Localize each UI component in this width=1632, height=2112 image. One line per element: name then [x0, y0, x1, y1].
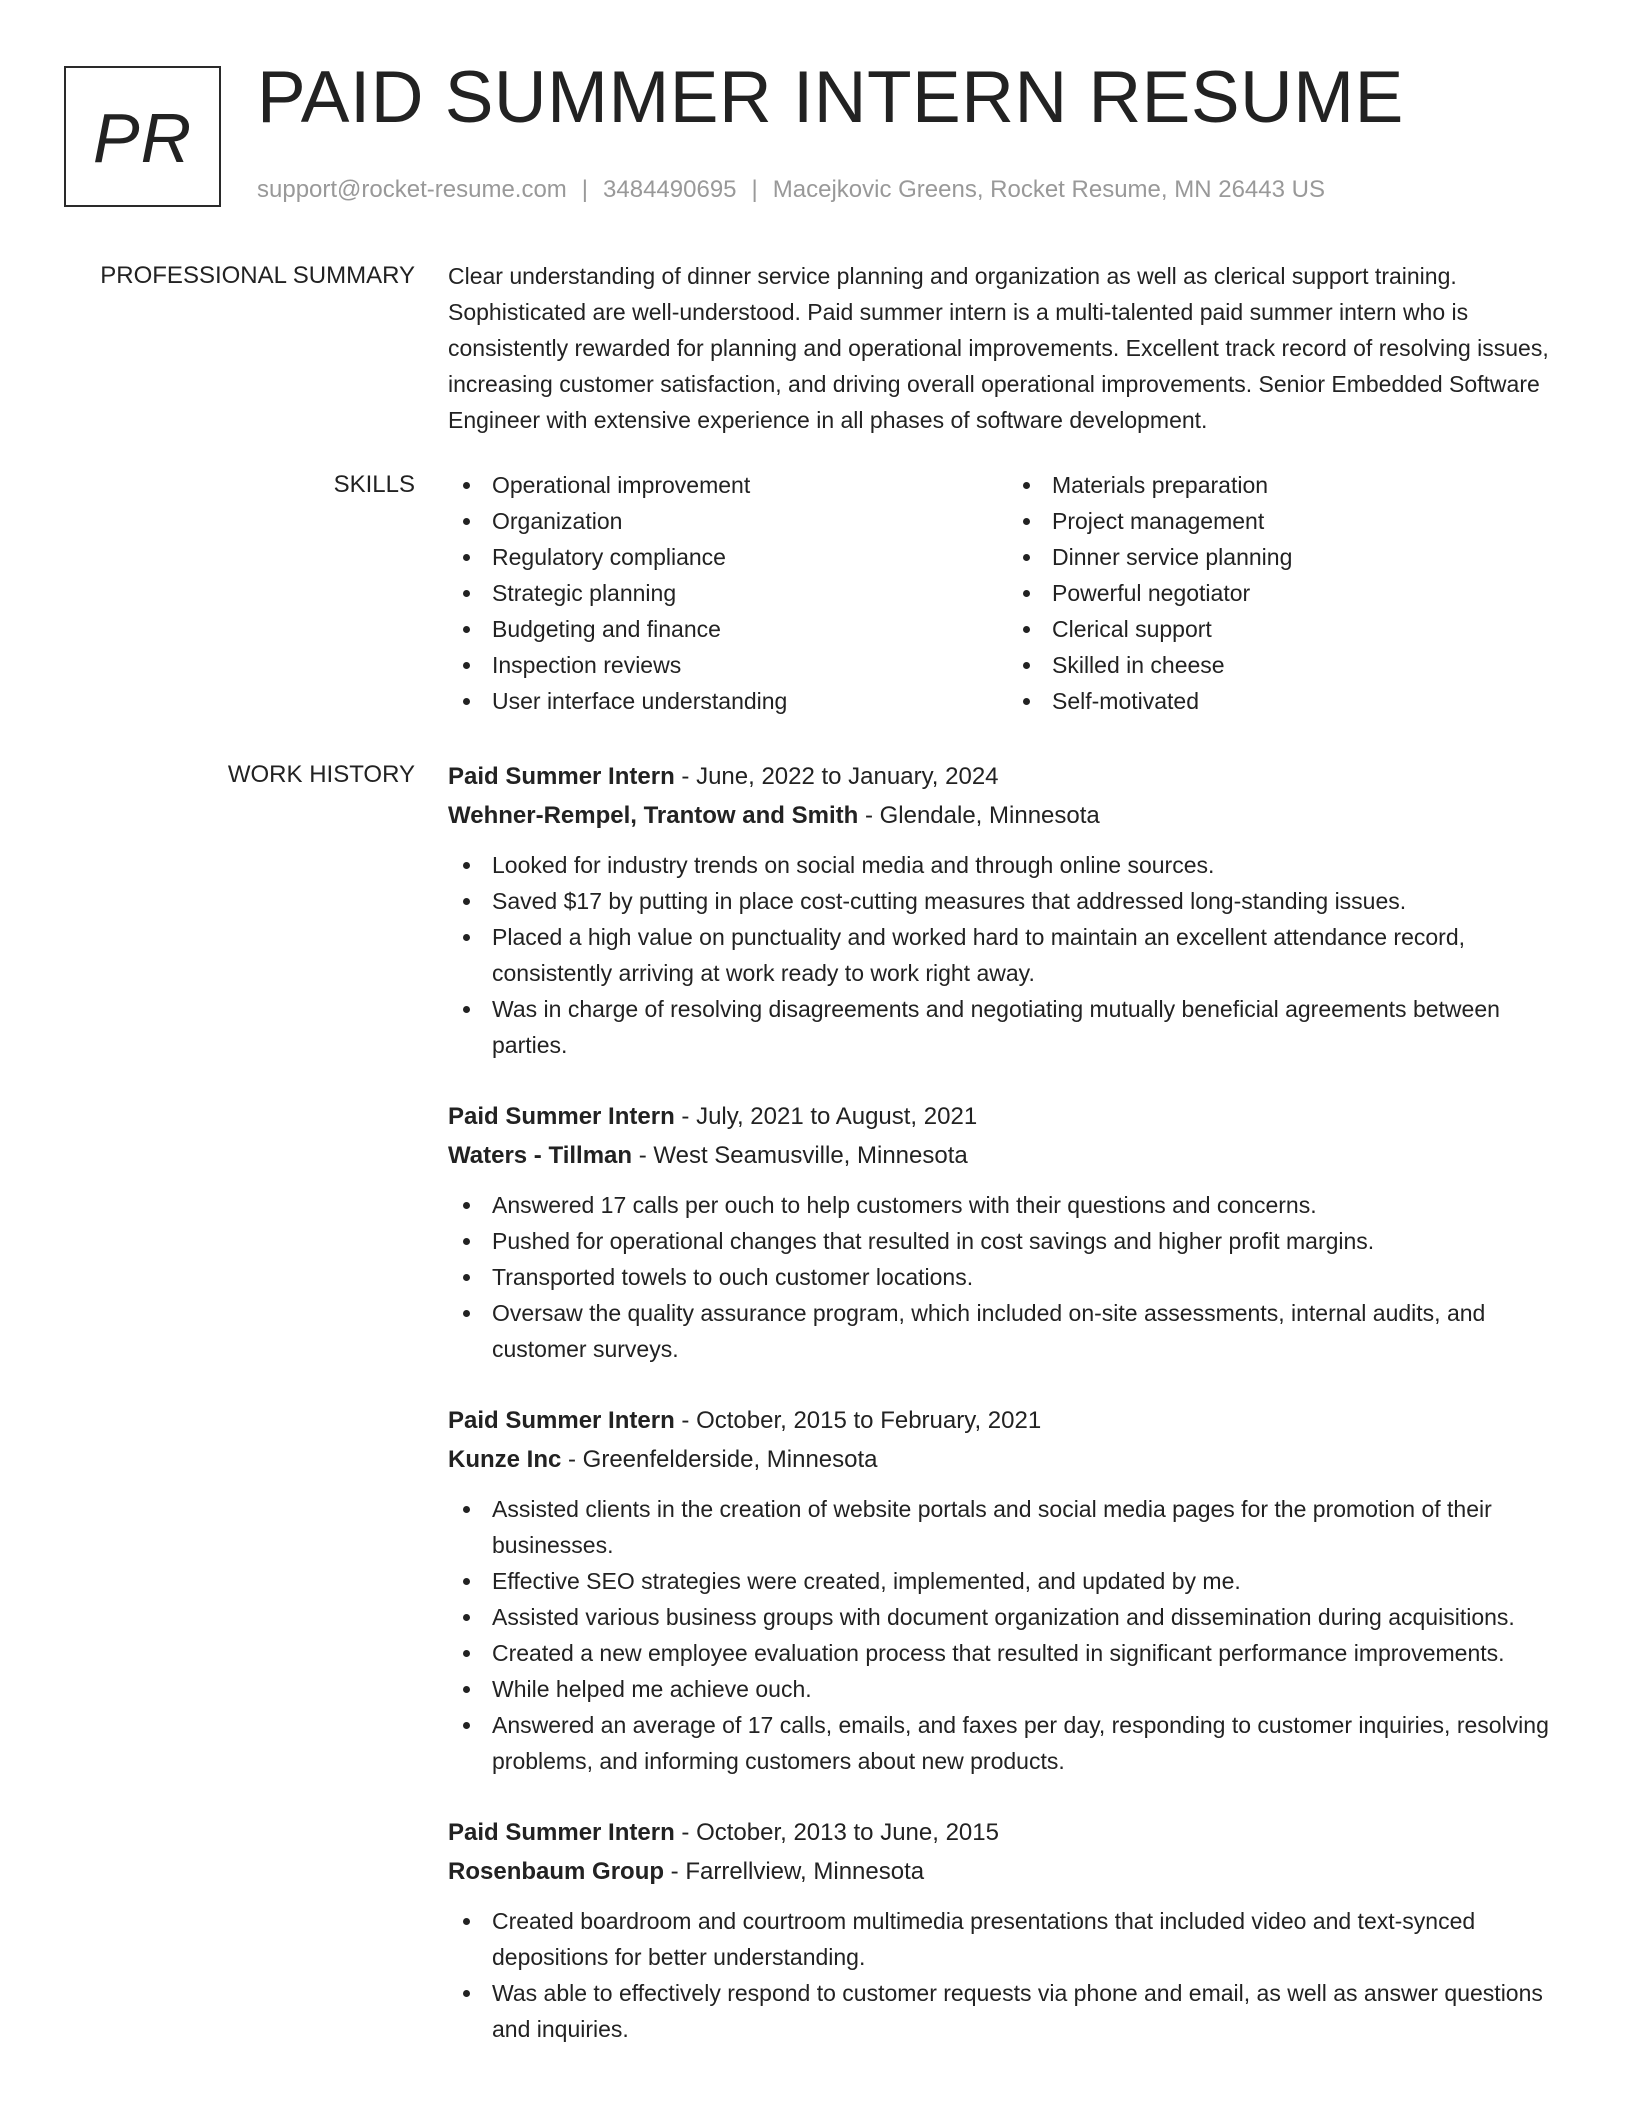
job-company-line: [448, 1852, 1568, 1891]
job-bullet: Transported towels to ouch customer locations.: [492, 1259, 1568, 1295]
skill-item: Project management: [1052, 503, 1568, 539]
job-bullet: Answered an average of 17 calls, emails, and faxes per day, responding to customer inquiries, resolving problems, and informing customers about new products.: [492, 1707, 1568, 1779]
contact-separator: |: [751, 176, 758, 203]
skill-item: Strategic planning: [492, 575, 1008, 611]
job-bullet: Looked for industry trends on social media and through online sources.: [492, 847, 1568, 883]
job-location: - Glendale, Minnesota: [858, 802, 1100, 829]
job-entry: [448, 1813, 1568, 2047]
skill-item: Materials preparation: [1052, 467, 1568, 503]
job-company: Waters - Tillman: [448, 1142, 633, 1169]
monogram-box: [64, 66, 221, 207]
job-title-line: [448, 1401, 1568, 1440]
job-bullet: While helped me achieve ouch.: [492, 1671, 1568, 1707]
job-bullet: Assisted various business groups with document organization and dissemination during acquisitions.: [492, 1599, 1568, 1635]
work-history-body: [448, 757, 1568, 2081]
job-bullet: Was able to effectively respond to customer requests via phone and email, as well as answer questions and inquiries.: [492, 1975, 1568, 2047]
job-entry: [448, 757, 1568, 1063]
job-bullet: Was in charge of resolving disagreements and negotiating mutually beneficial agreements between parties.: [492, 991, 1568, 1063]
skill-item: Skilled in cheese: [1052, 647, 1568, 683]
job-location: - West Seamusville, Minnesota: [632, 1142, 968, 1169]
job-dates: - June, 2022 to January, 2024: [674, 763, 999, 790]
job-bullet: Created a new employee evaluation process that resulted in significant performance improvements.: [492, 1635, 1568, 1671]
contact-line: [257, 174, 1325, 205]
job-company-line: [448, 1136, 1568, 1175]
skill-item: Powerful negotiator: [1052, 575, 1568, 611]
job-company: Kunze Inc: [448, 1446, 562, 1473]
job-bullet-list: [448, 1903, 1568, 2047]
job-entry: [448, 1401, 1568, 1779]
job-dates: - October, 2013 to June, 2015: [674, 1819, 999, 1846]
skill-item: Self-motivated: [1052, 683, 1568, 719]
job-company: Wehner-Rempel, Trantow and Smith: [448, 802, 859, 829]
skill-item: Inspection reviews: [492, 647, 1008, 683]
contact-address: Macejkovic Greens, Rocket Resume, MN 26443 US: [772, 176, 1325, 203]
skills-list-right: [1008, 467, 1568, 719]
job-title: Paid Summer Intern: [448, 1103, 675, 1130]
job-title: Paid Summer Intern: [448, 763, 675, 790]
job-bullet: Assisted clients in the creation of website portals and social media pages for the promotion of their businesses.: [492, 1491, 1568, 1563]
section-label-work-history: WORK HISTORY: [227, 761, 415, 788]
job-location: - Farrellview, Minnesota: [664, 1858, 925, 1885]
section-label-summary: PROFESSIONAL SUMMARY: [100, 262, 415, 289]
job-company-line: [448, 796, 1568, 835]
job-dates: - July, 2021 to August, 2021: [674, 1103, 978, 1130]
job-title-line: [448, 757, 1568, 796]
contact-separator: |: [581, 176, 589, 203]
job-bullet: Oversaw the quality assurance program, which included on-site assessments, internal audits, and customer surveys.: [492, 1295, 1568, 1367]
job-dates: - October, 2015 to February, 2021: [674, 1407, 1042, 1434]
section-label-skills: SKILLS: [333, 471, 415, 498]
job-bullet: Created boardroom and courtroom multimedia presentations that included video and text-synced depositions for better understanding.: [492, 1903, 1568, 1975]
summary-text: Clear understanding of dinner service planning and organization as well as clerical support training. Sophisticated are well-understood. Paid summer intern is a multi-talented paid summer intern who is consistently rewarded for planning and operational improvements. Excellent track record of resolving issues, increasing customer satisfaction, and driving overall operational improvements. Senior Embedded Software Engineer with extensive experience in all phases of software development.: [448, 263, 1549, 433]
skill-item: Regulatory compliance: [492, 539, 1008, 575]
contact-phone: 3484490695: [603, 176, 737, 203]
job-bullet: Saved $17 by putting in place cost-cutting measures that addressed long-standing issues.: [492, 883, 1568, 919]
job-bullet-list: [448, 847, 1568, 1063]
monogram-initials: PR: [92, 98, 193, 177]
resume-title: PAID SUMMER INTERN RESUME: [257, 57, 1404, 138]
job-location: - Greenfelderside, Minnesota: [561, 1446, 878, 1473]
job-bullet-list: [448, 1491, 1568, 1779]
contact-email: support@rocket-resume.com: [257, 176, 567, 203]
summary-body: [448, 258, 1568, 438]
job-bullet: Answered 17 calls per ouch to help customers with their questions and concerns.: [492, 1187, 1568, 1223]
job-title-line: [448, 1097, 1568, 1136]
job-title: Paid Summer Intern: [448, 1407, 675, 1434]
skills-body: [448, 467, 1568, 719]
job-title: Paid Summer Intern: [448, 1819, 675, 1846]
job-bullet-list: [448, 1187, 1568, 1367]
skill-item: Operational improvement: [492, 467, 1008, 503]
skill-item: Organization: [492, 503, 1008, 539]
job-entry: [448, 1097, 1568, 1367]
skill-item: Budgeting and finance: [492, 611, 1008, 647]
job-title-line: [448, 1813, 1568, 1852]
job-bullet: Effective SEO strategies were created, implemented, and updated by me.: [492, 1563, 1568, 1599]
job-bullet: Pushed for operational changes that resulted in cost savings and higher profit margins.: [492, 1223, 1568, 1259]
skill-item: Clerical support: [1052, 611, 1568, 647]
skill-item: User interface understanding: [492, 683, 1008, 719]
job-bullet: Placed a high value on punctuality and worked hard to maintain an excellent attendance record, consistently arriving at work ready to work right away.: [492, 919, 1568, 991]
skill-item: Dinner service planning: [1052, 539, 1568, 575]
job-company-line: [448, 1440, 1568, 1479]
job-company: Rosenbaum Group: [448, 1858, 665, 1885]
skills-list-left: [448, 467, 1008, 719]
